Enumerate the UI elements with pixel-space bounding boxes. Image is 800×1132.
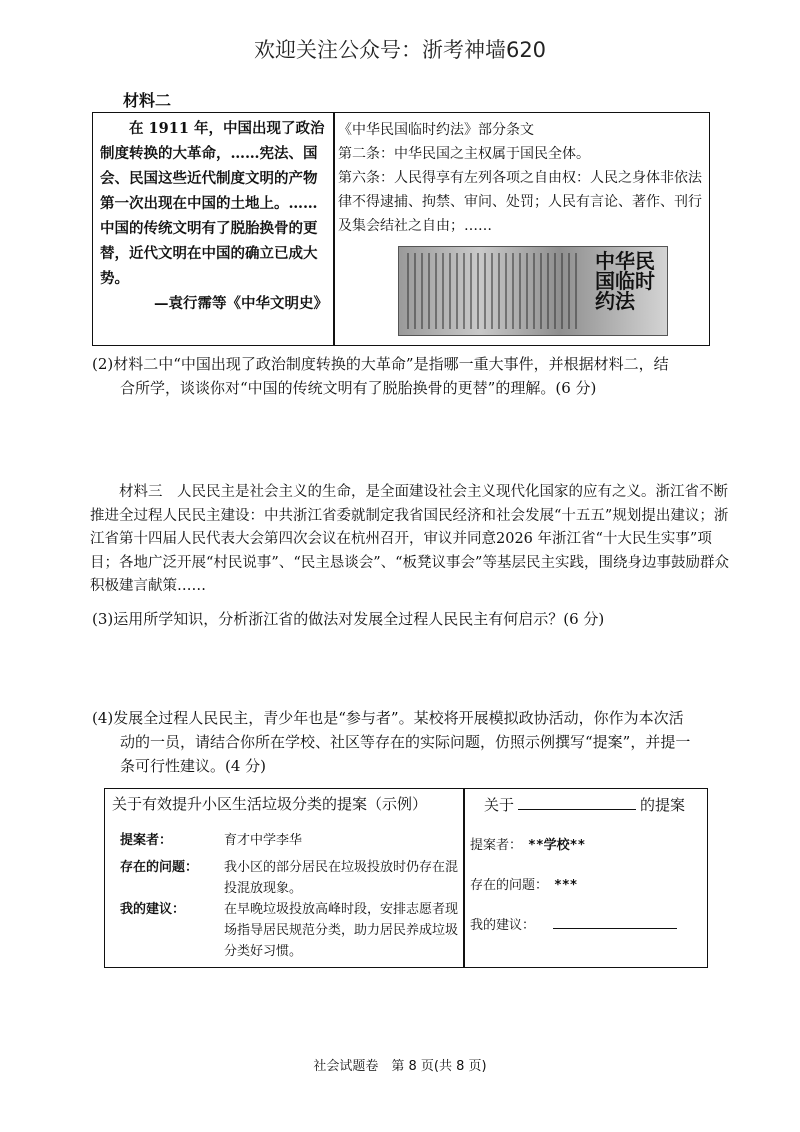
article-6: 第六条：人民得享有左列各项之自由权：人民之身体非依法律不得逮捕、拘禁、审问、处罚；人民有言论、著作、刊行及集会结社之自由；…… [338, 170, 702, 234]
example-proposer-label: 提案者： [120, 833, 173, 848]
material2-label: 材料二 [123, 91, 172, 110]
template-problem-row [470, 874, 706, 893]
question-3: (3)运用所学知识，分析浙江省的做法对发展全过程人民民主有何启示？(6 分) [92, 610, 605, 628]
material2-left-text: 在 1911 年，中国出现了政治制度转换的大革命，……宪法、国会、民国这些近代制度文明的产物第一次出现在中国的土地上。……中国的传统文明有了脱胎换骨的更替，近代文明在中国的确立已成大势。 [100, 120, 325, 287]
material3 [90, 481, 730, 599]
material2-left-cell [100, 116, 328, 316]
constitution-document-image [398, 246, 668, 336]
example-proposer-value: 育才中学李华 [224, 833, 303, 848]
example-problem-value: 我小区的部分居民在垃圾投放时仍存在混投混放现象。 [224, 860, 459, 896]
question-4-line1: (4)发展全过程人民民主，青少年也是“参与者”。某校将开展模拟政协活动，你作为本次活 [92, 709, 684, 727]
question-2-line2: 合所学，谈谈你对“中国的传统文明有了脱胎换骨的更替”的理解。(6 分) [120, 379, 597, 397]
material3-label: 材料三 [119, 484, 163, 500]
template-problem-label: 存在的问题： [470, 878, 549, 893]
example-problem-label: 存在的问题： [120, 860, 199, 875]
article-2: 第二条：中华民国之主权属于国民全体。 [338, 146, 590, 162]
document-text-lines [407, 253, 577, 329]
example-advice-value: 在早晚垃圾投放高峰时段，安排志愿者现场指导居民规范分类，助力居民养成垃圾分类好习惯。 [224, 902, 459, 959]
template-problem-value: *** [554, 878, 578, 893]
proposal-table-divider [463, 788, 465, 968]
template-proposer-value: **学校** [528, 838, 586, 853]
template-title-prefix: 关于 [484, 796, 515, 814]
template-proposer-label: 提案者： [470, 838, 523, 853]
material2-right-cell [338, 118, 706, 238]
material2-table-divider [333, 112, 335, 346]
example-proposal-body [120, 830, 460, 962]
example-advice-label: 我的建议： [120, 902, 186, 917]
template-title-blank[interactable] [518, 793, 636, 810]
page-footer: 社会试题卷 第 8 页(共 8 页) [313, 1059, 487, 1074]
template-proposer-row [470, 834, 706, 853]
template-advice-row [470, 914, 706, 933]
material3-text: 人民民主是社会主义的生命，是全面建设社会主义现代化国家的应有之义。浙江省不断推进全过程人民民主建设：中共浙江省委就制定我省国民经济和社会发展“十五五”规划提出建议；浙江省第十四届人民代表大会第四次会议在杭州召开，审议并同意2026 年浙江省“十大民生实事”项目；各地广泛开展“村民说事”、“民主恳谈会”、“板凳议事会”等基层民主实践，围绕身边事鼓励群众积极建言献策…… [90, 484, 729, 594]
question-4-line2: 动的一员，请结合你所在学校、社区等存在的实际问题，仿照示例撰写“提案”，并提一 [120, 733, 691, 751]
template-advice-blank[interactable] [553, 916, 677, 929]
document-title: 中华民国临时约法 [595, 249, 655, 313]
constitution-heading: 《中华民国临时约法》部分条文 [338, 122, 534, 138]
template-advice-label: 我的建议： [470, 918, 536, 933]
question-4 [92, 706, 732, 778]
header-title: 欢迎关注公众号：浙考神墙620 [253, 38, 547, 62]
template-proposal-title [484, 793, 704, 815]
question-2-line1: (2)材料二中“中国出现了政治制度转换的大革命”是指哪一重大事件，并根据材料二，结 [92, 355, 669, 373]
question-2 [92, 352, 732, 400]
template-title-suffix: 的提案 [640, 796, 686, 814]
example-proposal-title: 关于有效提升小区生活垃圾分类的提案（示例） [112, 795, 428, 813]
question-4-line3: 条可行性建议。(4 分) [120, 757, 267, 775]
material2-left-source: —袁行霈等《中华文明史》 [154, 295, 328, 312]
